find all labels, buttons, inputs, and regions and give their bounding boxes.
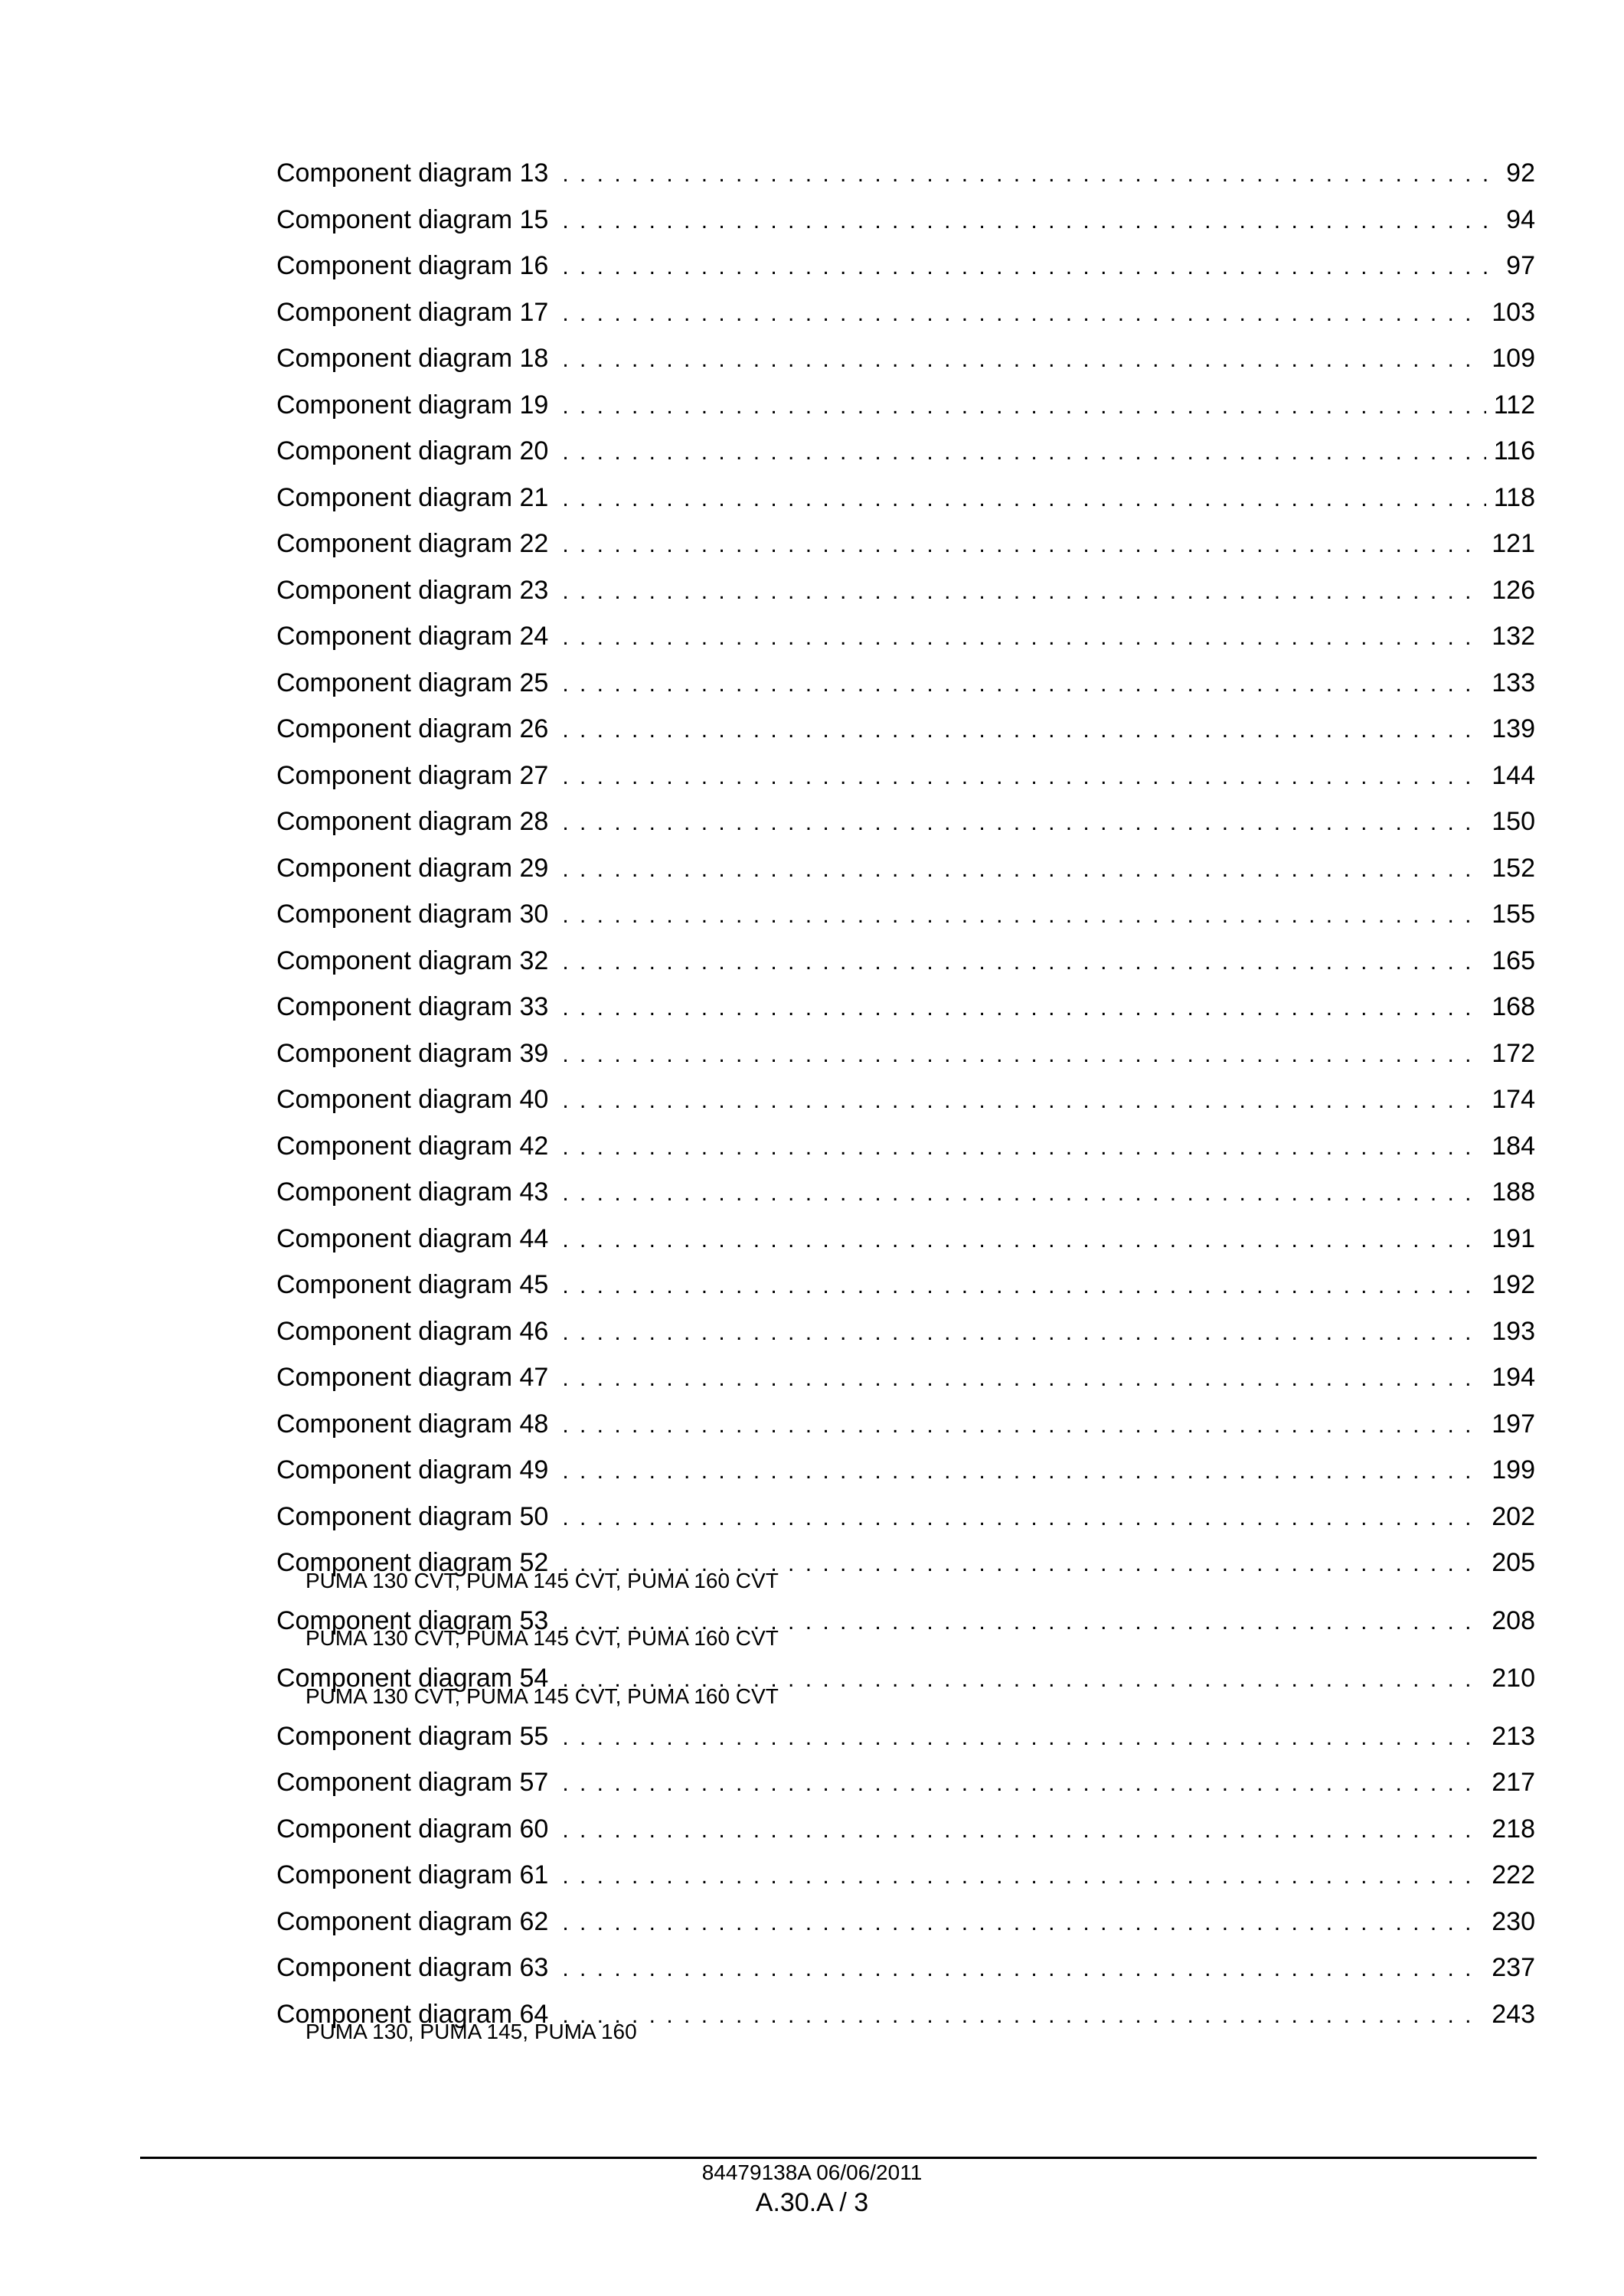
toc-entry[interactable]	[276, 1447, 1535, 1494]
toc-entry[interactable]	[276, 1308, 1535, 1355]
toc-entry-page: 144	[1492, 760, 1535, 790]
toc-entry-title[interactable]: Component diagram 33	[276, 992, 549, 1021]
toc-entry-title[interactable]: Component diagram 57	[276, 1768, 549, 1797]
toc-entry-line[interactable]	[276, 1713, 1535, 1760]
dot-leader	[562, 1993, 1484, 2040]
toc-entry-title[interactable]: Component diagram 20	[276, 436, 549, 465]
toc-entry-page: 139	[1492, 714, 1535, 743]
toc-entry-page: 208	[1492, 1605, 1535, 1635]
toc-entry-line[interactable]	[276, 753, 1535, 799]
toc-entry-page: 191	[1492, 1223, 1535, 1253]
toc-entry-page: 132	[1492, 622, 1535, 651]
toc-entry-page: 126	[1492, 575, 1535, 605]
toc-entry-line[interactable]	[276, 1169, 1535, 1216]
toc-entry-title[interactable]: Component diagram 15	[276, 204, 549, 234]
dot-leader	[562, 1356, 1484, 1403]
dot-leader	[562, 291, 1484, 338]
toc-entry[interactable]	[276, 382, 1535, 429]
toc-entry-page: 194	[1492, 1363, 1535, 1392]
dot-leader	[562, 1217, 1484, 1264]
toc-entry[interactable]	[276, 660, 1535, 707]
toc-entry[interactable]	[276, 1759, 1535, 1806]
toc-entry[interactable]	[276, 335, 1535, 382]
toc-entry-title[interactable]: Component diagram 44	[276, 1223, 549, 1253]
toc-entry-line[interactable]	[276, 1806, 1535, 1853]
toc-entry-title[interactable]: Component diagram 22	[276, 529, 549, 558]
toc-entry-page: 210	[1492, 1664, 1535, 1693]
toc-entry-title[interactable]: Component diagram 50	[276, 1501, 549, 1531]
toc-entry[interactable]	[276, 891, 1535, 938]
toc-entry-title[interactable]: Component diagram 25	[276, 668, 549, 697]
toc-entry-line[interactable]	[276, 1494, 1535, 1540]
toc-entry-line[interactable]	[276, 1030, 1535, 1077]
toc-entry-page: 152	[1492, 853, 1535, 883]
toc-entry-line[interactable]	[276, 335, 1535, 382]
dot-leader	[562, 754, 1484, 801]
toc-entry[interactable]	[276, 845, 1535, 892]
toc-entry[interactable]	[276, 1354, 1535, 1401]
toc-entry-line[interactable]	[276, 1076, 1535, 1123]
toc-entry-line[interactable]	[276, 1216, 1535, 1262]
toc-entry-models: PUMA 130 CVT, PUMA 145 CVT, PUMA 160 CVT	[306, 1568, 779, 1592]
dot-leader	[562, 1125, 1484, 1171]
toc-entry-title[interactable]: Component diagram 27	[276, 760, 549, 790]
dot-leader	[562, 1808, 1484, 1854]
toc-entry-page: 202	[1492, 1501, 1535, 1531]
toc-entry-title[interactable]: Component diagram 18	[276, 344, 549, 373]
toc-entry-page: 197	[1492, 1409, 1535, 1439]
toc-entry-page: 205	[1492, 1548, 1535, 1577]
dot-leader	[562, 893, 1484, 939]
dot-leader	[562, 384, 1485, 430]
toc-entry-page: 172	[1492, 1038, 1535, 1068]
dot-leader	[562, 1495, 1484, 1542]
toc-entry-line[interactable]	[276, 1759, 1535, 1806]
toc-entry-title[interactable]: Component diagram 48	[276, 1409, 549, 1439]
toc-entry-title[interactable]: Component diagram 55	[276, 1721, 549, 1751]
toc-entry[interactable]	[276, 243, 1535, 289]
toc-entry-page: 174	[1492, 1085, 1535, 1114]
dot-leader	[562, 337, 1484, 384]
toc-entry[interactable]	[276, 567, 1535, 614]
toc-entry-page: 118	[1493, 482, 1535, 512]
toc-entry-line[interactable]	[276, 567, 1535, 614]
toc-entry-title[interactable]: Component diagram 32	[276, 946, 549, 975]
toc-entry-page: 155	[1492, 900, 1535, 929]
toc-entry-line[interactable]	[276, 197, 1535, 243]
footer-page-number: A.30.A / 3	[755, 2188, 869, 2217]
toc-entry-page: 222	[1492, 1860, 1535, 1889]
toc-entry-page: 237	[1492, 1953, 1535, 1982]
toc-entry-line[interactable]	[276, 382, 1535, 429]
toc-entry-title[interactable]: Component diagram 16	[276, 251, 549, 280]
toc-entry-title[interactable]: Component diagram 26	[276, 714, 549, 743]
toc-entry-line[interactable]	[276, 613, 1535, 660]
toc-entry-title[interactable]: Component diagram 17	[276, 297, 549, 327]
toc-entry-title[interactable]: Component diagram 23	[276, 575, 549, 605]
toc-entry-line[interactable]	[276, 289, 1535, 336]
toc-entry-page: 92	[1506, 158, 1535, 188]
toc-entry[interactable]	[276, 1169, 1535, 1216]
toc-entry-page: 199	[1492, 1455, 1535, 1484]
toc-entry[interactable]	[276, 799, 1535, 845]
toc-entry[interactable]	[276, 197, 1535, 243]
toc-entry-models: PUMA 130, PUMA 145, PUMA 160	[306, 2020, 637, 2043]
toc-entry[interactable]	[276, 1076, 1535, 1123]
toc-entry-title[interactable]: Component diagram 63	[276, 1953, 549, 1982]
toc-entry-page: 150	[1492, 807, 1535, 836]
toc-entry[interactable]	[276, 1852, 1535, 1899]
dot-leader	[562, 198, 1498, 245]
toc-entry-page: 112	[1493, 390, 1535, 420]
toc-entry[interactable]	[276, 1598, 1535, 1654]
dot-leader	[562, 1715, 1484, 1762]
toc-entry[interactable]	[276, 984, 1535, 1030]
toc-entry[interactable]	[276, 1945, 1535, 1991]
dot-leader	[562, 476, 1485, 523]
toc-entry-line[interactable]	[276, 706, 1535, 753]
dot-leader	[562, 1448, 1484, 1495]
dot-leader	[562, 244, 1498, 291]
toc-entry[interactable]	[276, 1262, 1535, 1308]
toc-entry-title[interactable]: Component diagram 53	[276, 1605, 549, 1635]
toc-entry[interactable]	[276, 1123, 1535, 1170]
dot-leader	[562, 800, 1484, 847]
toc-entry-line[interactable]	[276, 428, 1535, 475]
toc-entry-page: 188	[1492, 1177, 1535, 1207]
dot-leader	[562, 939, 1484, 986]
toc-entry-title[interactable]: Component diagram 47	[276, 1363, 549, 1392]
toc-entry-line[interactable]	[276, 938, 1535, 985]
toc-entry-page: 109	[1492, 344, 1535, 373]
toc-entry[interactable]	[276, 475, 1535, 521]
toc-entry-page: 217	[1492, 1768, 1535, 1797]
toc-entry-line[interactable]	[276, 799, 1535, 845]
toc-entry[interactable]	[276, 753, 1535, 799]
toc-entry[interactable]	[276, 1991, 1535, 2047]
toc-entry[interactable]	[276, 428, 1535, 475]
toc-entry-page: 165	[1492, 946, 1535, 975]
toc-entry-line[interactable]	[276, 1852, 1535, 1899]
dot-leader	[562, 1078, 1484, 1125]
toc-entry-line[interactable]	[276, 1123, 1535, 1170]
toc-entry[interactable]	[276, 1540, 1535, 1595]
toc-entry-title[interactable]: Component diagram 64	[276, 1999, 549, 2029]
toc-entry-line[interactable]	[276, 1945, 1535, 1991]
dot-leader	[562, 847, 1484, 893]
toc-entry-title[interactable]: Component diagram 43	[276, 1177, 549, 1207]
toc-entry-title[interactable]: Component diagram 61	[276, 1860, 549, 1889]
toc-entry[interactable]	[276, 521, 1535, 567]
toc-entry-title[interactable]: Component diagram 28	[276, 807, 549, 836]
toc-entry-title[interactable]: Component diagram 52	[276, 1548, 549, 1577]
toc-entry[interactable]	[276, 1401, 1535, 1448]
dot-leader	[562, 1171, 1484, 1217]
toc-entry-page: 133	[1492, 668, 1535, 697]
dot-leader	[562, 1263, 1484, 1310]
toc-entry-title[interactable]: Component diagram 24	[276, 622, 549, 651]
dot-leader	[562, 661, 1484, 708]
toc-entry-line[interactable]	[276, 845, 1535, 892]
toc-entry-line[interactable]	[276, 475, 1535, 521]
toc-entry-models: PUMA 130 CVT, PUMA 145 CVT, PUMA 160 CVT	[306, 1626, 779, 1650]
toc-entry-page: 168	[1492, 992, 1535, 1021]
toc-entry-page: 193	[1492, 1316, 1535, 1346]
toc-entry[interactable]	[276, 938, 1535, 985]
toc-entry-line[interactable]	[276, 1899, 1535, 1945]
toc-entry-line[interactable]	[276, 891, 1535, 938]
toc-entry-title[interactable]: Component diagram 21	[276, 482, 549, 512]
footer-doc-reference: 84479138A 06/06/2011	[701, 2160, 923, 2184]
toc-entry-line[interactable]	[276, 660, 1535, 707]
toc-entry-line[interactable]	[276, 521, 1535, 567]
toc-entry-line[interactable]	[276, 1354, 1535, 1401]
toc-entry-page: 184	[1492, 1131, 1535, 1161]
toc-entry-page: 121	[1492, 529, 1535, 558]
toc-entry-models: PUMA 130 CVT, PUMA 145 CVT, PUMA 160 CVT	[306, 1684, 779, 1708]
toc-entry-title[interactable]: Component diagram 13	[276, 158, 549, 188]
toc-entry-page: 94	[1506, 204, 1535, 234]
toc-entry-title[interactable]: Component diagram 40	[276, 1085, 549, 1114]
toc-entry[interactable]	[276, 706, 1535, 753]
dot-leader	[562, 522, 1484, 569]
dot-leader	[562, 985, 1484, 1032]
toc-entry-title[interactable]: Component diagram 60	[276, 1814, 549, 1844]
toc-entry-title[interactable]: Component diagram 49	[276, 1455, 549, 1484]
toc-entry-line[interactable]	[276, 150, 1535, 197]
footer-rule	[140, 2157, 1537, 2159]
toc-entry-page: 192	[1492, 1270, 1535, 1299]
dot-leader	[562, 152, 1498, 198]
toc-entry-title[interactable]: Component diagram 46	[276, 1316, 549, 1346]
dot-leader	[562, 1853, 1484, 1900]
toc-entry-page: 116	[1493, 436, 1535, 465]
dot-leader	[562, 1403, 1484, 1449]
toc-entry-title[interactable]: Component diagram 30	[276, 900, 549, 929]
toc-entry[interactable]	[276, 1216, 1535, 1262]
toc-entry-line[interactable]	[276, 984, 1535, 1030]
toc-entry[interactable]	[276, 289, 1535, 336]
toc-entry-line[interactable]	[276, 243, 1535, 289]
toc-entry-line[interactable]	[276, 1262, 1535, 1308]
dot-leader	[562, 1310, 1484, 1357]
toc-entry-title[interactable]: Component diagram 42	[276, 1131, 549, 1161]
dot-leader	[562, 707, 1484, 754]
dot-leader	[562, 1032, 1484, 1079]
dot-leader	[562, 1946, 1484, 1993]
toc-entry-title[interactable]: Component diagram 54	[276, 1664, 549, 1693]
dot-leader	[562, 429, 1485, 476]
dot-leader	[562, 615, 1484, 661]
toc-entry-title[interactable]: Component diagram 62	[276, 1906, 549, 1936]
dot-leader	[562, 569, 1484, 616]
toc-entry-page: 213	[1492, 1721, 1535, 1751]
toc-entry[interactable]	[276, 1655, 1535, 1711]
toc-entry-page: 103	[1492, 297, 1535, 327]
toc-entry-page: 218	[1492, 1814, 1535, 1844]
toc-entry[interactable]	[276, 1806, 1535, 1853]
toc-entry[interactable]	[276, 150, 1535, 197]
toc-entry[interactable]	[276, 613, 1535, 660]
toc-entry-page: 230	[1492, 1906, 1535, 1936]
toc-entry-page: 97	[1506, 251, 1535, 280]
toc-entry[interactable]	[276, 1899, 1535, 1945]
toc-entry-title[interactable]: Component diagram 29	[276, 853, 549, 883]
dot-leader	[562, 1900, 1484, 1947]
toc-entry-title[interactable]: Component diagram 45	[276, 1270, 549, 1299]
toc-entry-line[interactable]	[276, 1447, 1535, 1494]
toc-entry[interactable]	[276, 1030, 1535, 1077]
toc-entry-page: 243	[1492, 1999, 1535, 2029]
toc-entry-title[interactable]: Component diagram 39	[276, 1038, 549, 1068]
toc-entry[interactable]	[276, 1494, 1535, 1540]
dot-leader	[562, 1761, 1484, 1808]
table-of-contents	[276, 150, 1535, 2049]
toc-entry-line[interactable]	[276, 1401, 1535, 1448]
toc-entry-title[interactable]: Component diagram 19	[276, 390, 549, 420]
toc-entry-line[interactable]	[276, 1308, 1535, 1355]
toc-entry[interactable]	[276, 1713, 1535, 1760]
